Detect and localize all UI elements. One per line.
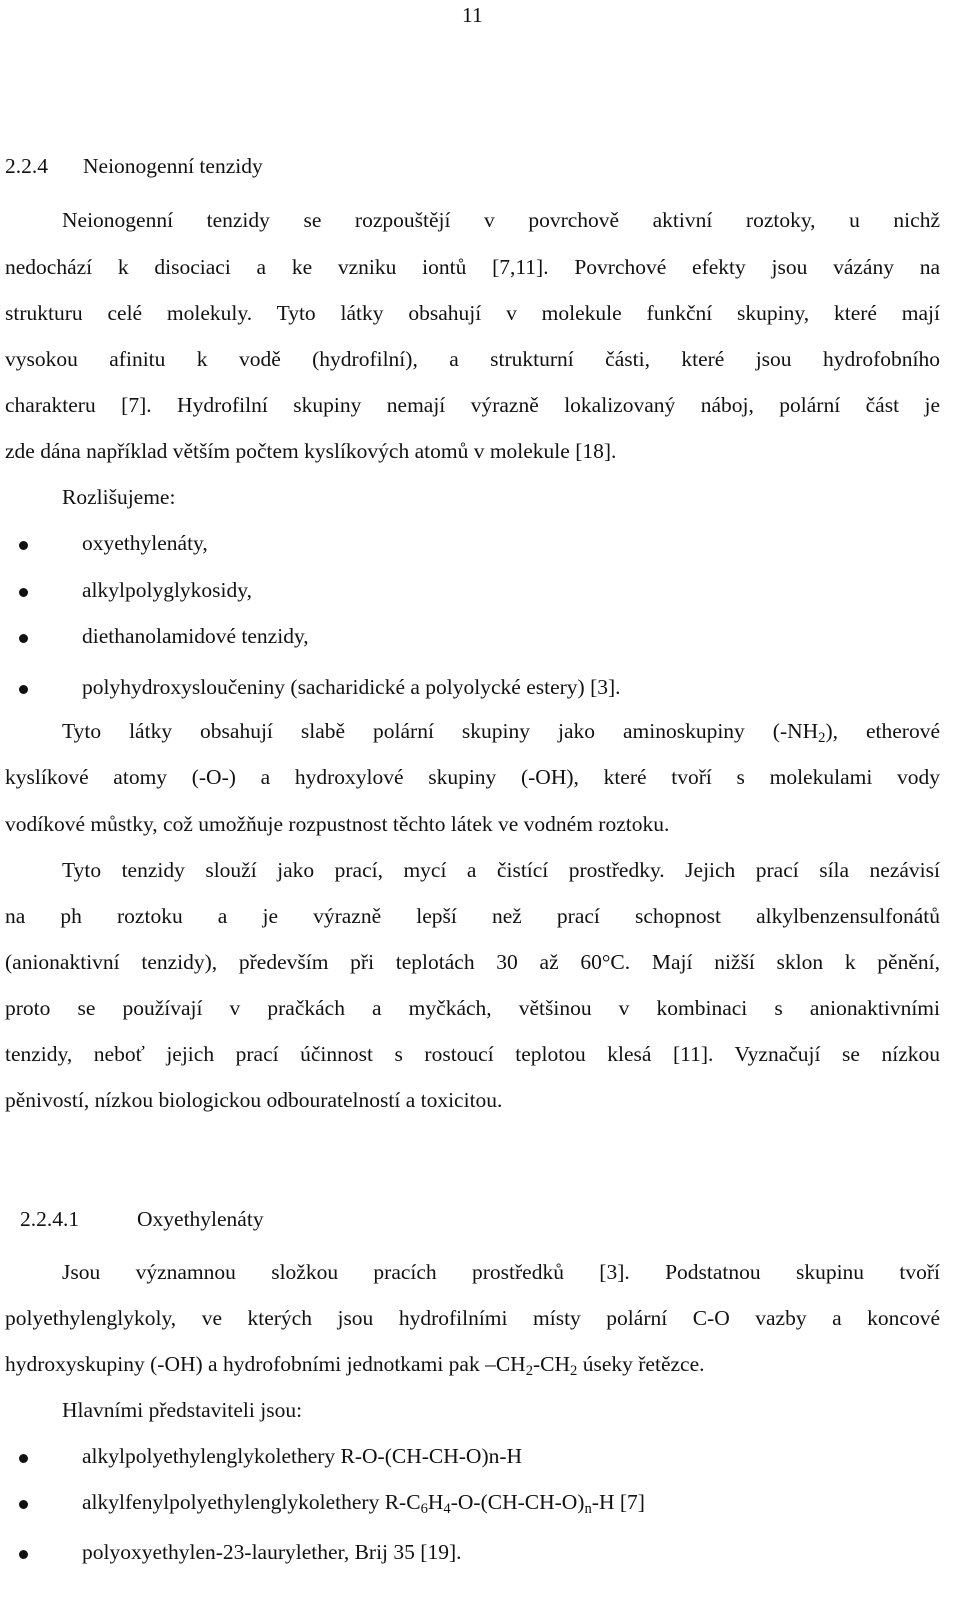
list-item: polyoxyethylen-23-laurylether, Brij 35 [19]. xyxy=(82,1540,462,1564)
paragraph-line: polyethylenglykoly, ve kterých jsou hydrofilními místy polární C-O vazby a koncové xyxy=(5,1306,940,1330)
paragraph-line: Jsou významnou složkou pracích prostředků [3]. Podstatnou skupinu tvoří xyxy=(62,1260,940,1284)
paragraph-line: na ph roztoku a je výrazně lepší než prací schopnost alkylbenzensulfonátů xyxy=(5,904,940,928)
paragraph-line: Tyto tenzidy slouží jako prací, mycí a čistící prostředky. Jejich prací síla nezávisí xyxy=(62,858,940,882)
list-item: polyhydroxysloučeniny (sacharidické a polyolycké estery) [3]. xyxy=(82,675,621,699)
section-number: 2.2.4 xyxy=(5,154,48,178)
distinguish-label: Rozlišujeme: xyxy=(62,485,176,509)
subsection-title: Oxyethylenáty xyxy=(137,1207,264,1231)
subsection-number: 2.2.4.1 xyxy=(20,1207,80,1231)
bullet-dot xyxy=(19,1500,28,1509)
bullet-dot xyxy=(19,541,28,550)
page-number: 11 xyxy=(462,3,483,27)
paragraph-line: vysokou afinitu k vodě (hydrofilní), a strukturní části, které jsou hydrofobního xyxy=(5,347,940,371)
representatives-label: Hlavními představiteli jsou: xyxy=(62,1398,303,1422)
section-heading xyxy=(5,156,263,178)
paragraph-line: Tyto látky obsahují slabě polární skupiny jako aminoskupiny $(-NH_2)$, etherové xyxy=(62,719,940,747)
paragraph-line: Neionogenní tenzidy se rozpouštějí v povrchově aktivní roztoky, u nichž xyxy=(62,208,940,232)
list-item: diethanolamidové tenzidy, xyxy=(82,624,309,648)
paragraph-line: proto se používají v pračkách a myčkách, většinou v kombinaci s anionaktivními xyxy=(5,996,940,1020)
paragraph-line: strukturu celé molekuly. Tyto látky obsahují v molekule funkční skupiny, které mají xyxy=(5,301,940,325)
paragraph-line: kyslíkové atomy (-O-) a hydroxylové skupiny (-OH), které tvoří s molekulami vody xyxy=(5,765,940,789)
list-item: alkylpolyethylenglykolethery R-O-(CH-CH-O)n-H xyxy=(82,1444,523,1468)
list-item: alkylfenylpolyethylenglykolethery $R-C_6H_4-O-(CH-CH-O)_n-H$ [7] xyxy=(82,1490,645,1518)
paragraph-line: vodíkové můstky, což umožňuje rozpustnost těchto látek ve vodném roztoku. xyxy=(5,812,670,836)
bullet-dot xyxy=(19,634,28,643)
subsection-heading xyxy=(20,1209,264,1231)
section-title: Neionogenní tenzidy xyxy=(83,154,263,178)
paragraph-line: zde dána například větším počtem kyslíkových atomů v molekule [18]. xyxy=(5,439,617,463)
bullet-dot xyxy=(19,1454,28,1463)
bullet-dot xyxy=(19,588,28,597)
paragraph-line: pěnivostí, nízkou biologickou odbouratelností a toxicitou. xyxy=(5,1088,503,1112)
paragraph-line: tenzidy, neboť jejich prací účinnost s rostoucí teplotou klesá [11]. Vyznačují se nízkou xyxy=(5,1042,940,1066)
bullet-dot xyxy=(19,1550,28,1559)
paragraph-line: hydroxyskupiny (-OH) a hydrofobními jednotkami pak $-CH_2-CH_2$ úseky řetězce. xyxy=(5,1352,705,1380)
paragraph-line: (anionaktivní tenzidy), především při teplotách 30 až 60°C. Mají nižší sklon k pěnění, xyxy=(5,950,940,974)
paragraph-line: nedochází k disociaci a ke vzniku iontů [7,11]. Povrchové efekty jsou vázány na xyxy=(5,255,940,279)
paragraph-line: charakteru [7]. Hydrofilní skupiny nemají výrazně lokalizovaný náboj, polární část je xyxy=(5,393,940,417)
list-item: oxyethylenáty, xyxy=(82,531,208,555)
list-item: alkylpolyglykosidy, xyxy=(82,578,253,602)
bullet-dot xyxy=(19,685,28,694)
